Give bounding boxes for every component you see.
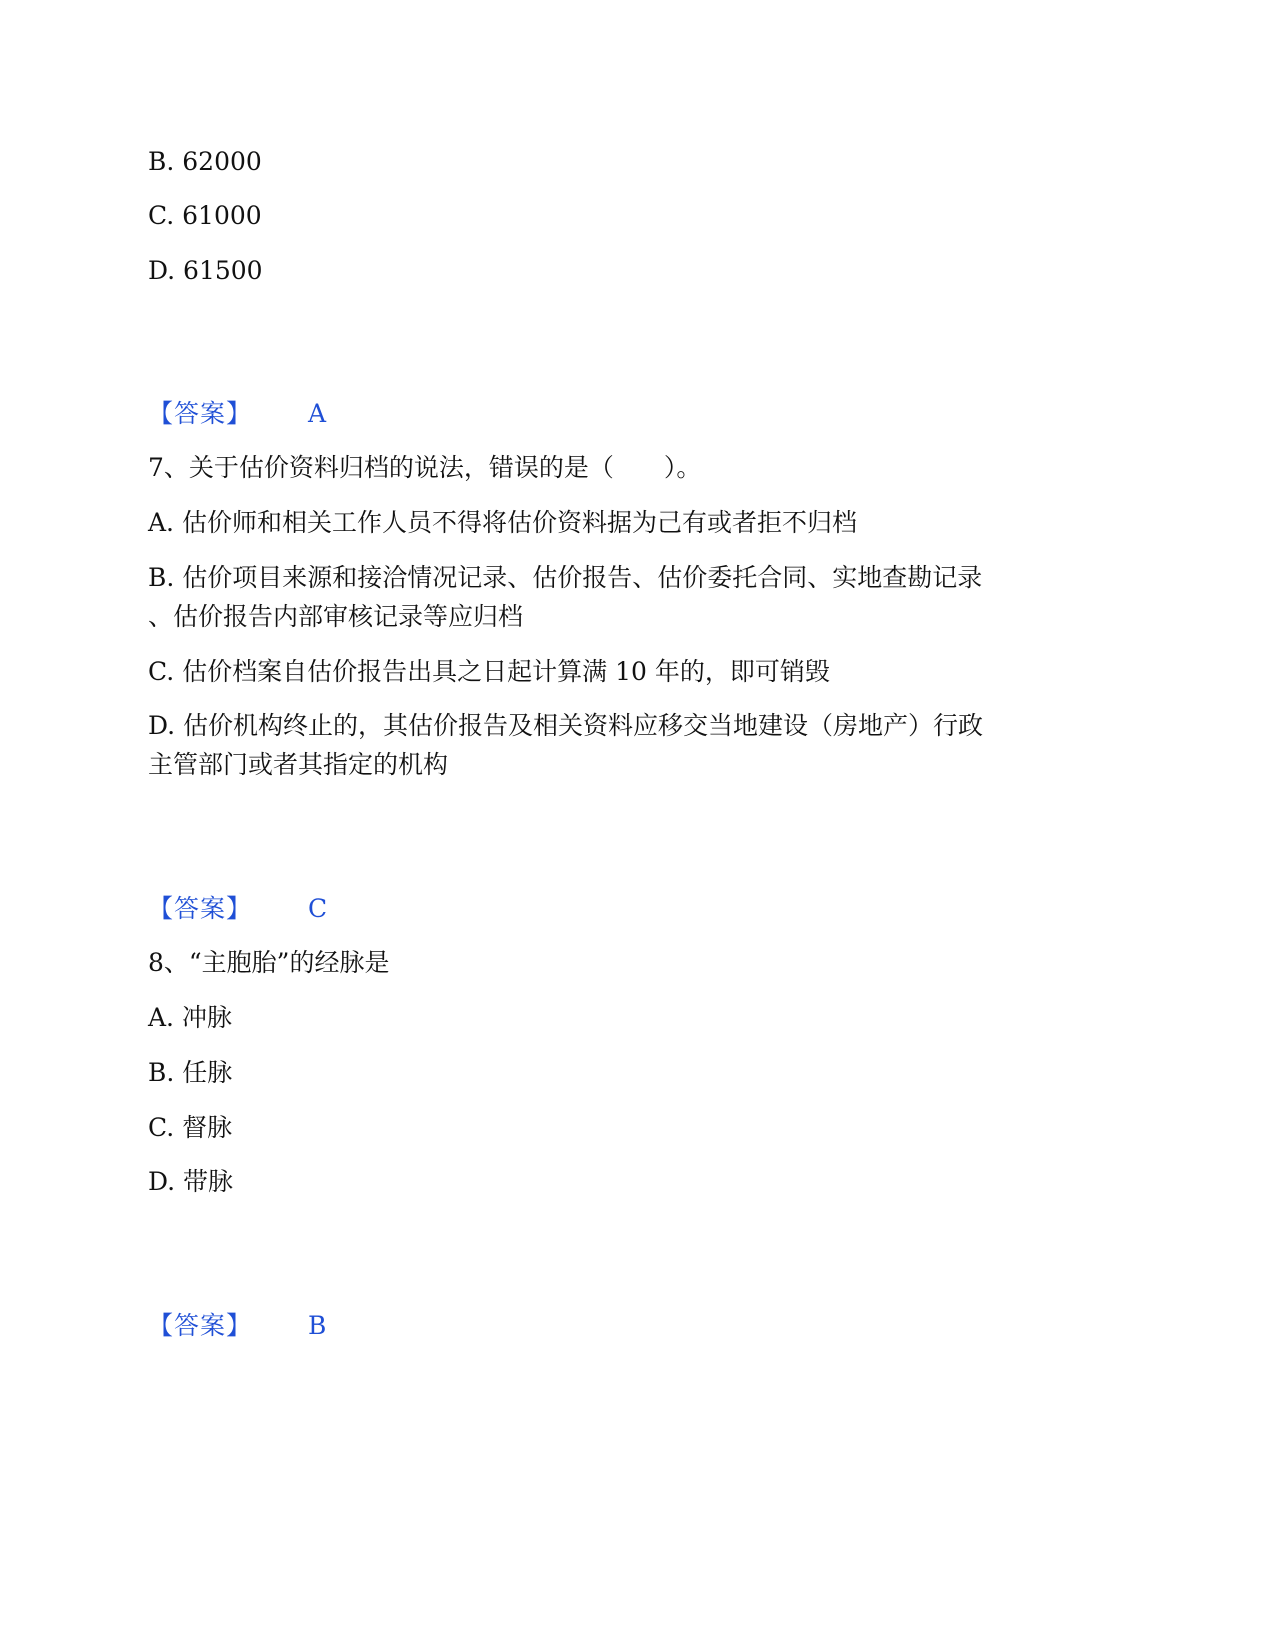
- answer-value: A: [308, 399, 327, 428]
- q6-option-b: B. 62000: [148, 147, 262, 176]
- answer-value: C: [308, 894, 328, 923]
- answer-value: B: [308, 1311, 327, 1340]
- q8-option-a: A. 冲脉: [148, 1003, 232, 1032]
- q8-answer: [148, 1306, 548, 1346]
- q6-option-c: C. 61000: [148, 201, 262, 230]
- answer-label: 【答案】: [148, 1311, 253, 1340]
- q6-answer: [148, 394, 548, 434]
- q7-option-d-line1: D. 估价机构终止的，其估价报告及相关资料应移交当地建设（房地产）行政: [148, 711, 984, 740]
- answer-label: 【答案】: [148, 399, 253, 428]
- q7-question: 7、关于估价资料归档的说法，错误的是（ ）。: [148, 453, 702, 482]
- q7-option-c: C. 估价档案自估价报告出具之日起计算满 10 年的，即可销毁: [148, 657, 830, 686]
- q7-option-d-line2: 主管部门或者其指定的机构: [148, 750, 449, 779]
- q7-option-b-line2: 、估价报告内部审核记录等应归档: [148, 602, 524, 631]
- q8-option-b: B. 任脉: [148, 1058, 233, 1087]
- q7-option-b-line1: B. 估价项目来源和接洽情况记录、估价报告、估价委托合同、实地查勘记录: [148, 563, 983, 592]
- q8-question: 8、“主胞胎”的经脉是: [148, 948, 390, 977]
- q7-answer: [148, 889, 548, 929]
- q8-option-d: D. 带脉: [148, 1167, 234, 1196]
- q8-option-c: C. 督脉: [148, 1113, 233, 1142]
- q6-option-d: D. 61500: [148, 256, 263, 285]
- answer-label: 【答案】: [148, 894, 253, 923]
- q7-option-a: A. 估价师和相关工作人员不得将估价资料据为己有或者拒不归档: [148, 508, 857, 537]
